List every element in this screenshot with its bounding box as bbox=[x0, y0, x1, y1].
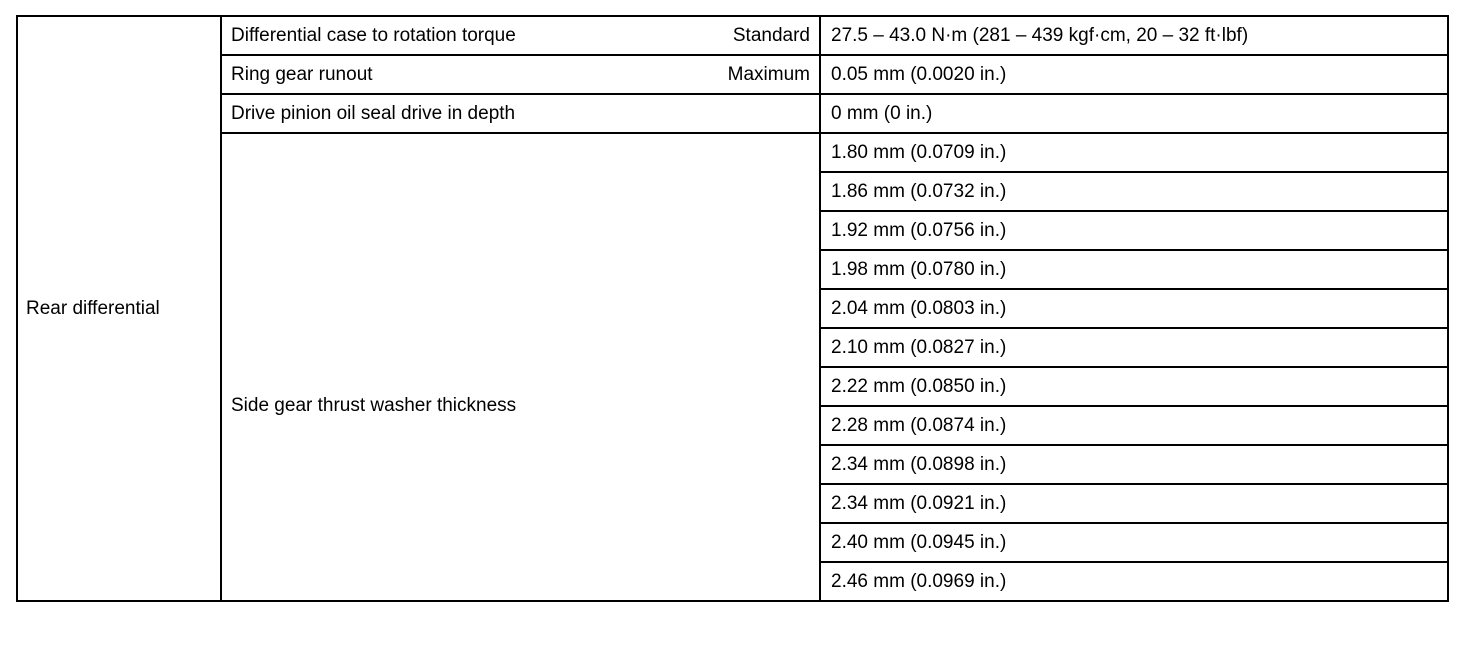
qualifier-label: Standard bbox=[732, 25, 810, 46]
value-label: 1.86 mm (0.0732 in.) bbox=[831, 181, 1007, 202]
value-cell bbox=[820, 328, 1448, 367]
section-cell bbox=[17, 16, 221, 601]
value-label: 2.22 mm (0.0850 in.) bbox=[831, 376, 1007, 397]
item-label: Side gear thrust washer thickness bbox=[231, 394, 517, 416]
value-label: 0 mm (0 in.) bbox=[831, 103, 933, 124]
value-label: 2.10 mm (0.0827 in.) bbox=[831, 337, 1007, 358]
item-label: Drive pinion oil seal drive in depth bbox=[231, 103, 516, 124]
value-cell bbox=[820, 55, 1448, 94]
value-label: 2.40 mm (0.0945 in.) bbox=[831, 532, 1007, 553]
value-cell bbox=[820, 172, 1448, 211]
item-cell bbox=[221, 55, 820, 94]
value-label: 2.28 mm (0.0874 in.) bbox=[831, 415, 1007, 436]
table-row bbox=[17, 55, 1448, 94]
value-label: 1.98 mm (0.0780 in.) bbox=[831, 259, 1007, 280]
value-cell bbox=[820, 133, 1448, 172]
item-label: Differential case to rotation torque bbox=[231, 25, 516, 46]
value-label: 2.34 mm (0.0898 in.) bbox=[831, 454, 1007, 475]
qualifier-label: Maximum bbox=[727, 64, 810, 85]
value-label: 2.04 mm (0.0803 in.) bbox=[831, 298, 1007, 319]
value-cell bbox=[820, 523, 1448, 562]
table-row bbox=[17, 16, 1448, 55]
value-label: 1.80 mm (0.0709 in.) bbox=[831, 142, 1007, 163]
value-cell bbox=[820, 94, 1448, 133]
value-cell bbox=[820, 211, 1448, 250]
value-label: 2.46 mm (0.0969 in.) bbox=[831, 571, 1007, 592]
value-cell bbox=[820, 16, 1448, 55]
value-cell bbox=[820, 484, 1448, 523]
value-label: 1.92 mm (0.0756 in.) bbox=[831, 220, 1007, 241]
value-cell bbox=[820, 445, 1448, 484]
item-label: Ring gear runout bbox=[231, 64, 373, 85]
value-label: 27.5 – 43.0 N·m (281 – 439 kgf·cm, 20 – 32 ft·lbf) bbox=[831, 25, 1249, 46]
section-label: Rear differential bbox=[26, 298, 160, 319]
value-label: 0.05 mm (0.0020 in.) bbox=[831, 64, 1007, 85]
item-cell bbox=[221, 133, 820, 601]
value-cell bbox=[820, 367, 1448, 406]
value-cell bbox=[820, 250, 1448, 289]
value-cell bbox=[820, 406, 1448, 445]
value-cell bbox=[820, 562, 1448, 601]
table-row bbox=[17, 133, 1448, 172]
item-cell bbox=[221, 16, 820, 55]
table-row bbox=[17, 94, 1448, 133]
value-label: 2.34 mm (0.0921 in.) bbox=[831, 493, 1007, 514]
item-cell bbox=[221, 94, 820, 133]
specification-table bbox=[16, 15, 1449, 602]
value-cell bbox=[820, 289, 1448, 328]
